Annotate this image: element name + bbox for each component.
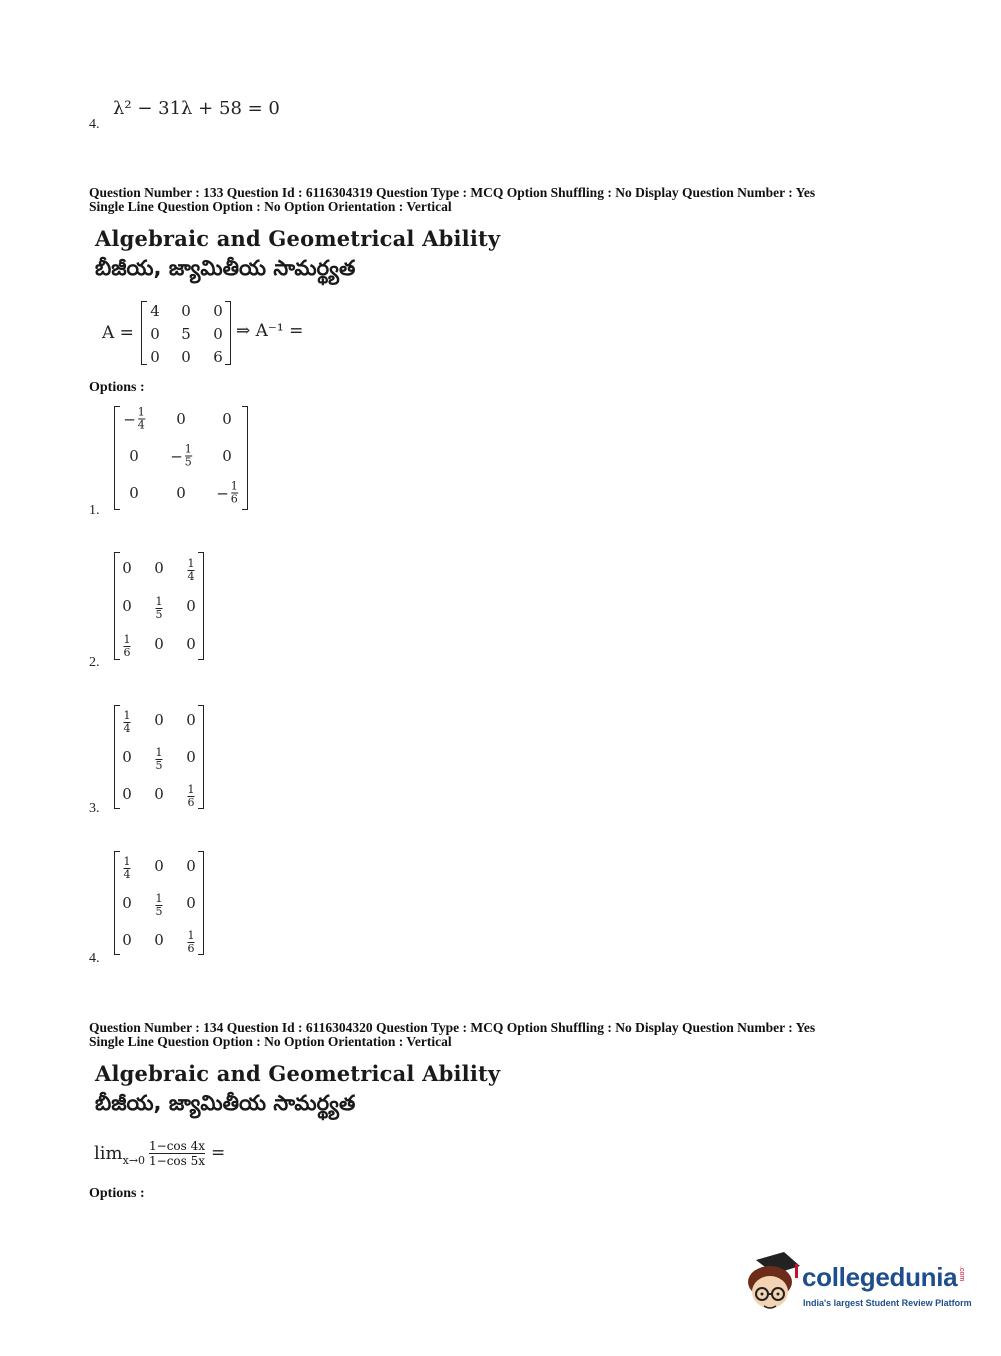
matrix-cell: 0: [122, 748, 132, 766]
q134-question: [94, 1133, 225, 1173]
prev-option-equation: λ² − 31λ + 58 = 0: [113, 98, 280, 119]
matrix-cell: 5: [181, 325, 191, 343]
q133-option-4-matrix[interactable]: [114, 851, 204, 955]
matrix-cell: 0: [176, 484, 186, 502]
matrix-cell: 0: [122, 597, 132, 615]
matrix-cell: 4: [150, 302, 160, 320]
matrix-cell: 0: [154, 785, 164, 803]
q134-subject-english: Algebraic and Geometrical Ability: [95, 1061, 501, 1086]
matrix-cell: $\frac{1}{6}$: [187, 783, 195, 809]
matrix-cell: − $\frac{1}{4}$: [123, 405, 145, 432]
matrix-cell: 0: [186, 711, 196, 729]
q133-option-2-matrix[interactable]: [114, 552, 204, 660]
matrix-cell: 0: [150, 325, 160, 343]
matrix-cell: 0: [186, 894, 196, 912]
q134-equals: =: [211, 1143, 226, 1163]
q133-option-1-number: 1.: [89, 503, 100, 518]
matrix-cell: 0: [186, 597, 196, 615]
q134-subject-telugu: బీజీయ, జ్యామితీయ సామర్థ్యత: [95, 1091, 356, 1115]
q133-option-2-number: 2.: [89, 655, 100, 670]
prev-option-number: 4.: [89, 117, 100, 132]
matrix-cell: $\frac{1}{4}$: [123, 709, 131, 735]
mascot-icon: [742, 1252, 804, 1318]
matrix-cell: $\frac{1}{4}$: [123, 855, 131, 881]
q133-options-label: Options :: [89, 380, 145, 395]
matrix-cell: 0: [122, 559, 132, 577]
q133-meta-line2: Single Line Question Option : No Option Orientation : Vertical: [89, 199, 452, 214]
matrix-cell: $\frac{1}{6}$: [123, 633, 131, 659]
logo-tagline: India's largest Student Review Platform: [803, 1298, 972, 1308]
matrix-cell: 0: [122, 894, 132, 912]
q133-option-3-matrix[interactable]: [114, 705, 204, 809]
matrix-cell: $\frac{1}{4}$: [187, 557, 195, 583]
q133-subject-telugu: బీజీయ, జ్యామితీయ సామర్థ్యత: [95, 256, 356, 280]
matrix-cell: 0: [122, 931, 132, 949]
q133-option-1-matrix[interactable]: [114, 406, 248, 510]
matrix-cell: $\frac{1}{5}$: [155, 595, 163, 621]
matrix-cell: $\frac{1}{5}$: [155, 746, 163, 772]
matrix-cell: 0: [186, 635, 196, 653]
matrix-cell: 0: [186, 748, 196, 766]
q134-options-label: Options :: [89, 1186, 145, 1201]
q134-numerator: 1−cos 4x: [149, 1138, 206, 1153]
q134-lim: lim: [94, 1142, 123, 1164]
matrix-cell: 0: [213, 325, 223, 343]
q133-question-matrix: [141, 301, 231, 365]
matrix-cell: − $\frac{1}{6}$: [216, 479, 238, 506]
matrix-cell: 0: [181, 302, 191, 320]
q133-lhs: A =: [102, 323, 134, 343]
collegedunia-logo[interactable]: [742, 1252, 972, 1318]
matrix-cell: 0: [154, 559, 164, 577]
q134-meta-line2: Single Line Question Option : No Option Orientation : Vertical: [89, 1034, 452, 1049]
matrix-cell: 0: [129, 484, 139, 502]
q134-lim-sub: x→0: [122, 1153, 146, 1167]
matrix-cell: 6: [213, 348, 223, 366]
matrix-cell: 0: [122, 785, 132, 803]
matrix-cell: 0: [176, 410, 186, 428]
q133-option-4-number: 4.: [89, 951, 100, 966]
matrix-cell: 0: [181, 348, 191, 366]
matrix-cell: 0: [129, 447, 139, 465]
logo-brand-text: collegedunia: [802, 1262, 958, 1292]
matrix-cell: 0: [186, 857, 196, 875]
q134-denominator: 1−cos 5x: [149, 1153, 206, 1168]
matrix-cell: − $\frac{1}{5}$: [170, 442, 192, 469]
matrix-cell: 0: [154, 857, 164, 875]
matrix-cell: 0: [154, 931, 164, 949]
matrix-cell: 0: [222, 447, 232, 465]
matrix-cell: $\frac{1}{6}$: [187, 929, 195, 955]
matrix-cell: 0: [222, 410, 232, 428]
matrix-cell: 0: [213, 302, 223, 320]
q133-rhs: ⇒ A⁻¹ =: [236, 321, 304, 341]
logo-suffix: .com: [958, 1266, 965, 1282]
q134-fraction: [149, 1139, 205, 1168]
q133-option-3-number: 3.: [89, 801, 100, 816]
matrix-cell: 0: [154, 711, 164, 729]
matrix-cell: 0: [150, 348, 160, 366]
q133-subject-english: Algebraic and Geometrical Ability: [95, 226, 501, 251]
q134-meta-line1: Question Number : 134 Question Id : 6116304320 Question Type : MCQ Option Shuffling : No Display Question Number : Yes: [89, 1020, 816, 1035]
matrix-cell: 0: [154, 635, 164, 653]
q133-meta-line1: Question Number : 133 Question Id : 6116304319 Question Type : MCQ Option Shuffling : No Display Question Number : Yes: [89, 185, 816, 200]
matrix-cell: $\frac{1}{5}$: [155, 892, 163, 918]
